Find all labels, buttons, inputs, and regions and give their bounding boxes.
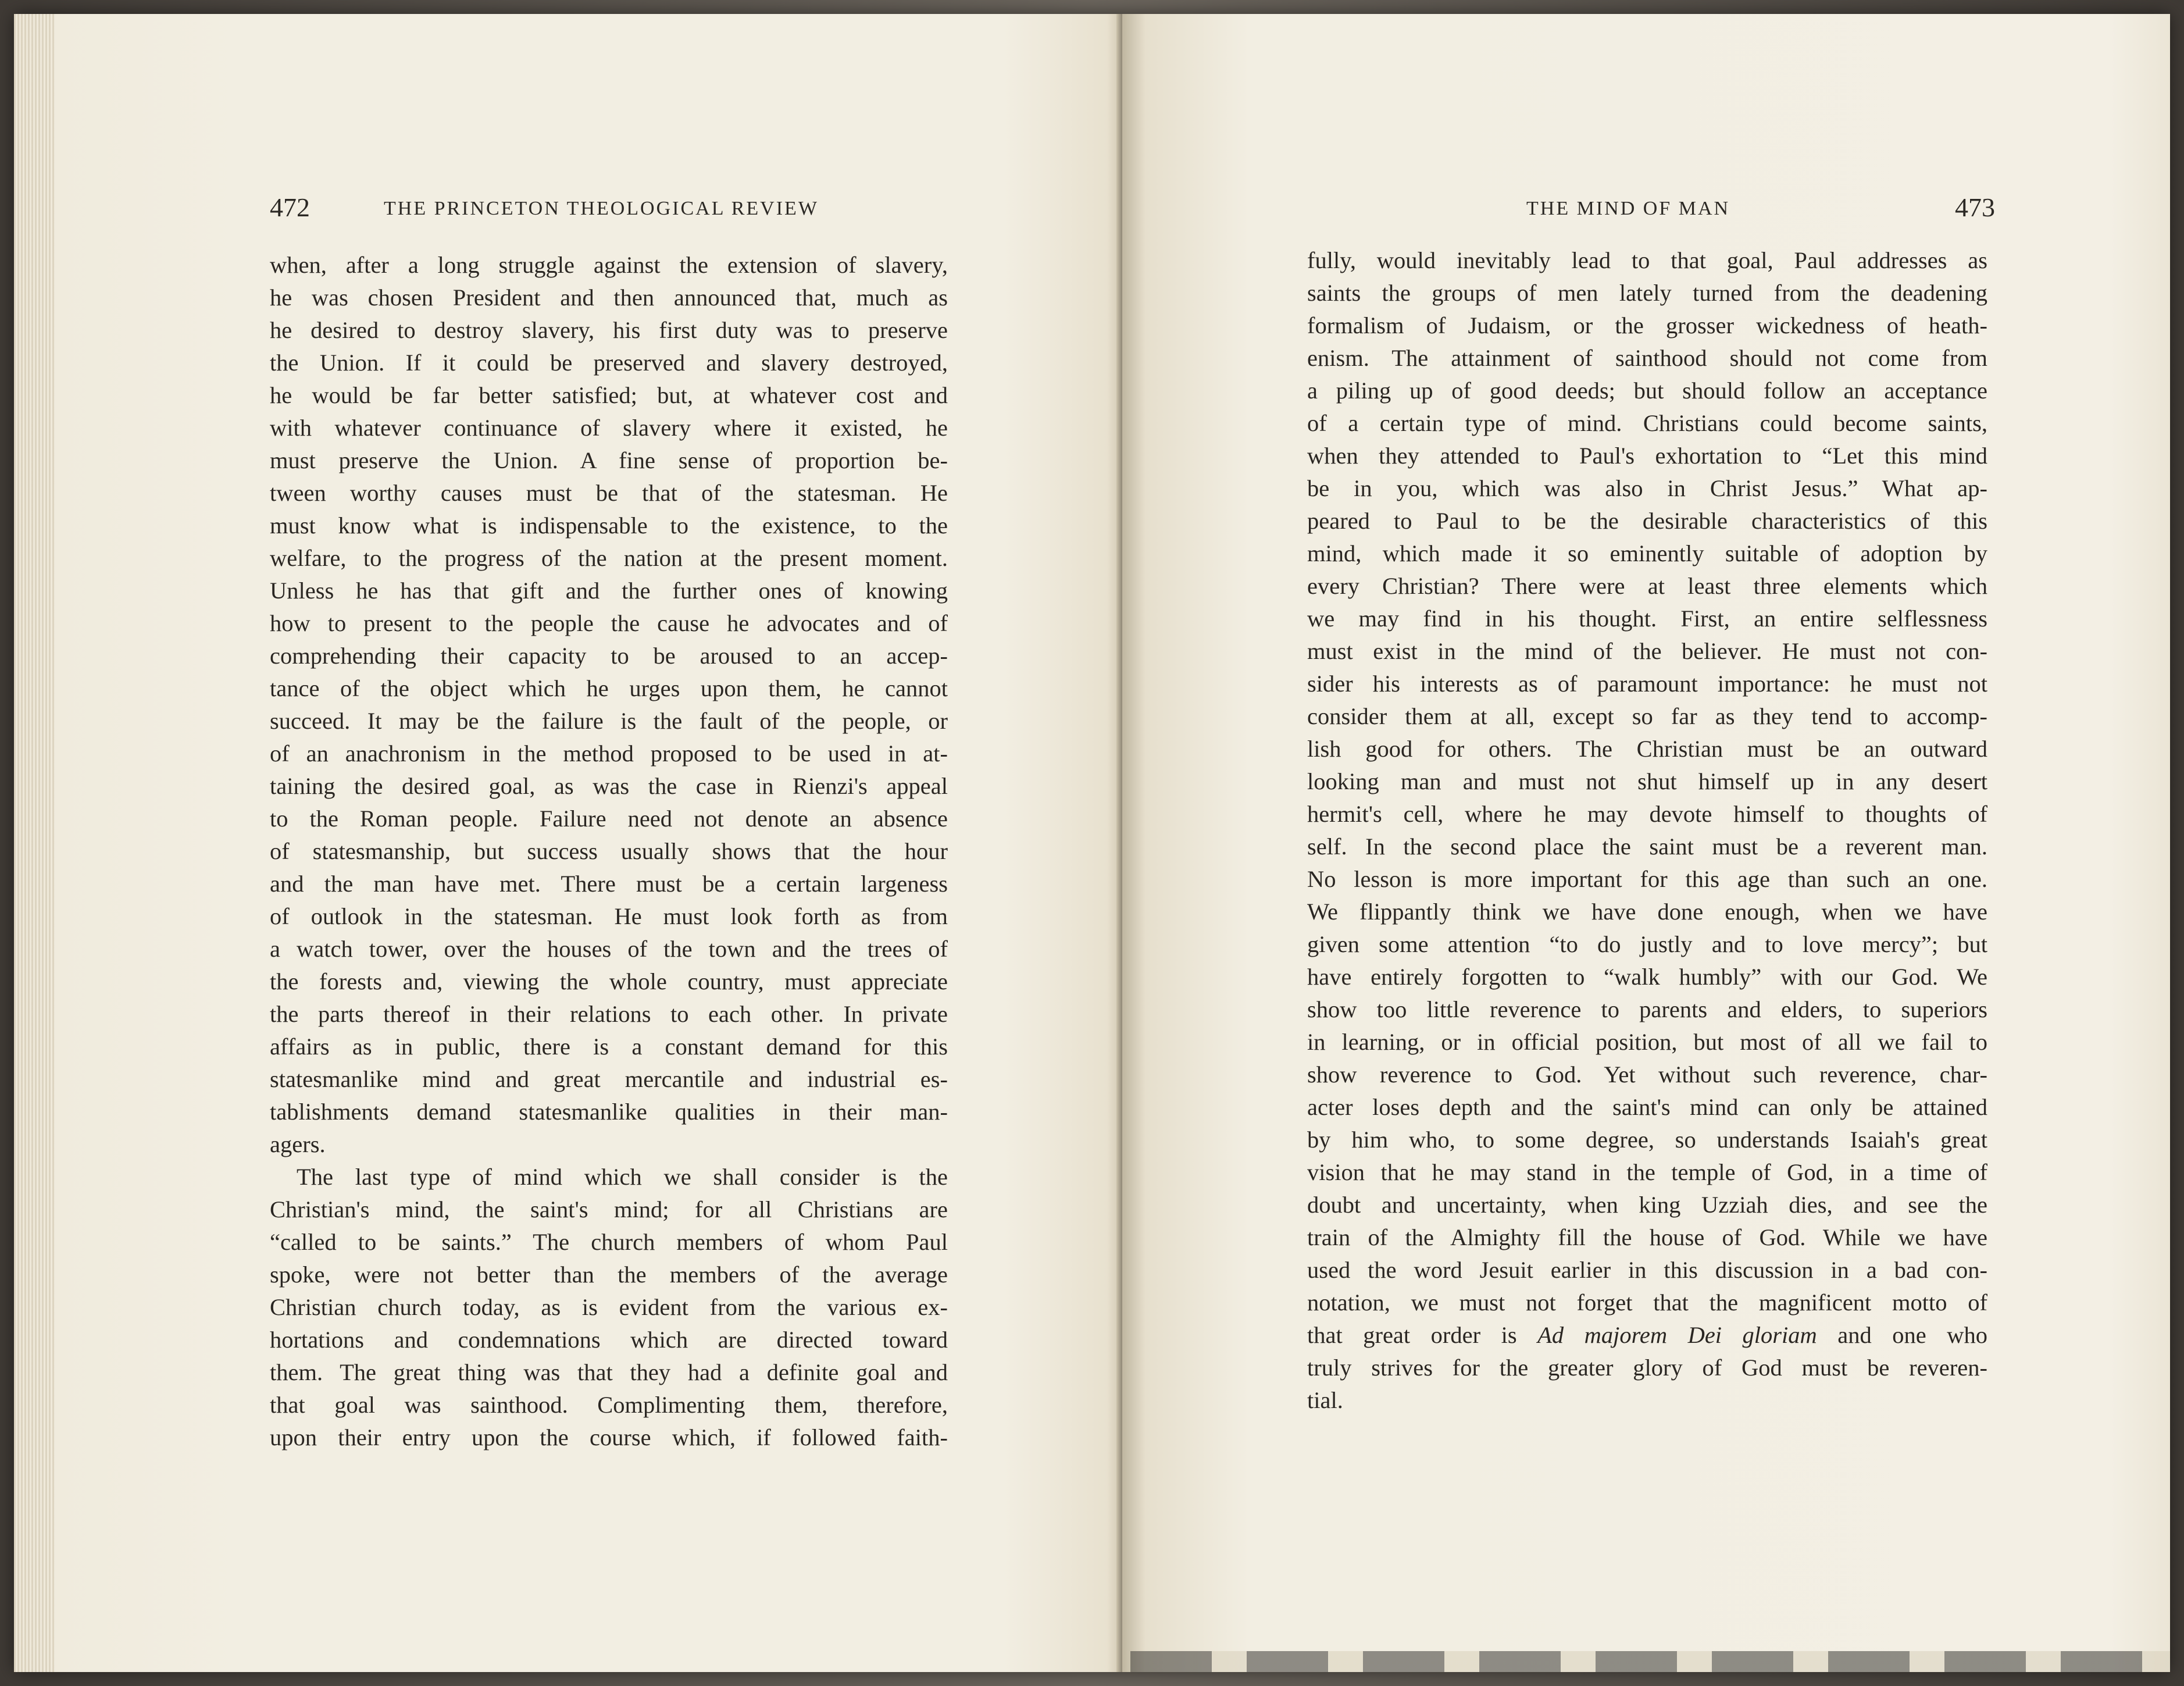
open-book xyxy=(14,14,2170,1672)
text-line: taining the desired goal, as was the case in Rienzi's appeal xyxy=(270,773,948,799)
motto-after: and one who xyxy=(1817,1322,1987,1348)
text-line: how to present to the people the cause he advocates and of xyxy=(270,610,948,636)
right-page-number: 473 xyxy=(1955,193,1995,222)
text-line: tween worthy causes must be that of the statesman. He xyxy=(270,480,948,506)
right-running-head: THE MIND OF MAN xyxy=(1526,198,1730,219)
text-line: we may find in his thought. First, an entire selflessness xyxy=(1307,605,1987,632)
text-line: agers. xyxy=(270,1131,326,1157)
text-line: he would be far better satisfied; but, at whatever cost and xyxy=(270,382,948,408)
text-line: have entirely forgotten to “walk humbly” with our God. We xyxy=(1307,964,1987,990)
text-line: the parts thereof in their relations to each other. In private xyxy=(270,1001,948,1027)
text-line: tablishments demand statesmanlike qualities in their man- xyxy=(270,1099,948,1125)
page-edges xyxy=(14,14,55,1672)
text-line: peared to Paul to be the desirable characteristics of this xyxy=(1307,508,1987,534)
text-line: to the Roman people. Failure need not denote an absence xyxy=(270,805,948,832)
text-line: a watch tower, over the houses of the town and the trees of xyxy=(270,936,948,962)
text-line: of an anachronism in the method proposed to be used in at- xyxy=(270,740,948,767)
text-line: when they attended to Paul's exhortation to “Let this mind xyxy=(1307,443,1987,469)
text-line: formalism of Judaism, or the grosser wickedness of heath- xyxy=(1307,312,1987,338)
text-line: statesmanlike mind and great mercantile and industrial es- xyxy=(270,1066,948,1092)
text-line: looking man and must not shut himself up in any desert xyxy=(1307,768,1987,794)
text-line: self. In the second place the saint must be a reverent man. xyxy=(1307,833,1987,860)
left-body-text xyxy=(270,249,948,1454)
text-line: them. The great thing was that they had a definite goal and xyxy=(270,1359,948,1385)
text-line: of a certain type of mind. Christians could become saints, xyxy=(1307,410,1987,436)
text-line: doubt and uncertainty, when king Uzziah dies, and see the xyxy=(1307,1192,1987,1218)
text-line: vision that he may stand in the temple of God, in a time of xyxy=(1307,1159,1987,1185)
text-line: by him who, to some degree, so understands Isaiah's great xyxy=(1307,1127,1987,1153)
motto-before: that great order is xyxy=(1307,1322,1538,1348)
text-line: affairs as in public, there is a constant demand for this xyxy=(270,1033,948,1060)
text-line: tial. xyxy=(1307,1387,1343,1413)
text-line: Christian's mind, the saint's mind; for all Christians are xyxy=(270,1196,948,1222)
text-line: lish good for others. The Christian must be an outward xyxy=(1307,736,1987,762)
text-line: hermit's cell, where he may devote himself to thoughts of xyxy=(1307,801,1987,827)
text-line: show reverence to God. Yet without such reverence, char- xyxy=(1307,1061,1987,1088)
text-line: and the man have met. There must be a certain largeness xyxy=(270,871,948,897)
right-body-text xyxy=(1307,244,1987,1417)
text-line: the Union. If it could be preserved and slavery destroyed, xyxy=(270,350,948,376)
text-line: notation, we must not forget that the magnificent motto of xyxy=(1307,1289,1987,1316)
text-line: every Christian? There were at least three elements which xyxy=(1307,573,1987,599)
text-line: Christian church today, as is evident from the various ex- xyxy=(270,1294,948,1320)
motto-line xyxy=(1307,1319,1987,1352)
text-line: used the word Jesuit earlier in this discussion in a bad con- xyxy=(1307,1257,1987,1283)
text-line: he was chosen President and then announced that, much as xyxy=(270,284,948,311)
text-line: show too little reverence to parents and elders, to superiors xyxy=(1307,996,1987,1022)
page-bottom-edge xyxy=(1130,1651,2170,1672)
text-line: with whatever continuance of slavery where it existed, he xyxy=(270,415,948,441)
text-line: acter loses depth and the saint's mind can only be attained xyxy=(1307,1094,1987,1120)
text-line: be in you, which was also in Christ Jesus.” What ap- xyxy=(1307,475,1987,501)
text-line: spoke, were not better than the members of the average xyxy=(270,1261,948,1288)
text-line: train of the Almighty fill the house of God. While we have xyxy=(1307,1224,1987,1250)
motto-latin: Ad majorem Dei gloriam xyxy=(1537,1322,1817,1348)
text-line: consider them at all, except so far as they tend to accomp- xyxy=(1307,703,1987,729)
text-line: in learning, or in official position, but most of all we fail to xyxy=(1307,1029,1987,1055)
text-line: welfare, to the progress of the nation at the present moment. xyxy=(270,545,948,571)
text-line: when, after a long struggle against the extension of slavery, xyxy=(270,252,948,278)
text-line: comprehending their capacity to be aroused to an accep- xyxy=(270,643,948,669)
text-line: saints the groups of men lately turned from the deadening xyxy=(1307,280,1987,306)
text-line: No lesson is more important for this age than such an one. xyxy=(1307,866,1987,892)
text-line: enism. The attainment of sainthood should not come from xyxy=(1307,345,1987,371)
text-line: the forests and, viewing the whole country, must appreciate xyxy=(270,968,948,995)
text-line: that goal was sainthood. Complimenting them, therefore, xyxy=(270,1392,948,1418)
left-page xyxy=(14,14,1122,1672)
text-line: hortations and condemnations which are directed toward xyxy=(270,1327,948,1353)
text-line: succeed. It may be the failure is the fault of the people, or xyxy=(270,708,948,734)
text-line: tance of the object which he urges upon them, he cannot xyxy=(270,675,948,701)
text-line: truly strives for the greater glory of God must be reveren- xyxy=(1307,1354,1987,1381)
text-line: must exist in the mind of the believer. He must not con- xyxy=(1307,638,1987,664)
text-line: must know what is indispensable to the existence, to the xyxy=(270,512,948,539)
text-line: of outlook in the statesman. He must look forth as from xyxy=(270,903,948,929)
text-line: fully, would inevitably lead to that goal, Paul addresses as xyxy=(1307,247,1987,273)
text-line: sider his interests as of paramount importance: he must not xyxy=(1307,671,1987,697)
text-line: given some attention “to do justly and to love mercy”; but xyxy=(1307,931,1987,957)
left-page-number: 472 xyxy=(270,193,310,222)
text-line: We flippantly think we have done enough, when we have xyxy=(1307,899,1987,925)
text-line: upon their entry upon the course which, if followed faith- xyxy=(270,1424,948,1450)
text-line: “called to be saints.” The church members of whom Paul xyxy=(270,1229,948,1255)
left-running-head: THE PRINCETON THEOLOGICAL REVIEW xyxy=(384,198,819,219)
text-line: The last type of mind which we shall consider is the xyxy=(297,1164,948,1190)
text-line: Unless he has that gift and the further ones of knowing xyxy=(270,578,948,604)
text-line: he desired to destroy slavery, his first duty was to preserve xyxy=(270,317,948,343)
right-page xyxy=(1122,14,2170,1672)
text-line: mind, which made it so eminently suitable of adoption by xyxy=(1307,540,1987,566)
text-line: a piling up of good deeds; but should follow an acceptance xyxy=(1307,377,1987,404)
text-line: must preserve the Union. A fine sense of proportion be- xyxy=(270,447,948,473)
text-line: of statesmanship, but success usually shows that the hour xyxy=(270,838,948,864)
